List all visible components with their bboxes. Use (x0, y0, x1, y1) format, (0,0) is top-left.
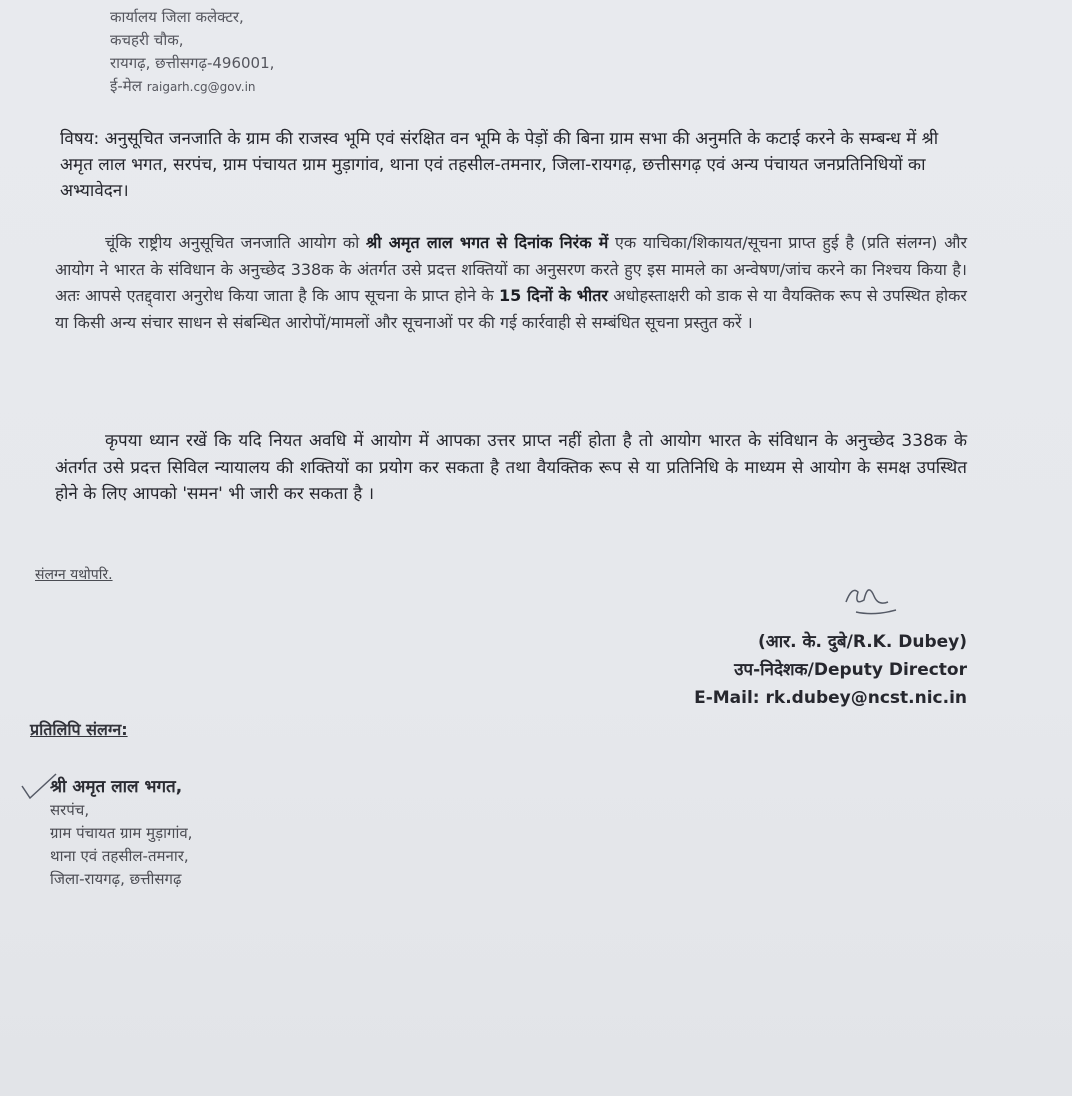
signatory-designation: उप-निदेशक/Deputy Director (734, 660, 967, 680)
signatory-email: E-Mail: rk.dubey@ncst.nic.in (694, 688, 967, 708)
enclosure-note: संलग्न यथोपरि. (35, 567, 113, 583)
email-label: ई-मेल (110, 77, 142, 95)
sender-address (110, 6, 274, 99)
bold-text: श्री अमृत लाल भगत से दिनांक निरंक में (366, 233, 609, 252)
signatory-block (694, 628, 967, 712)
text: कृपया ध्यान रखें कि यदि नियत अवधि में आयोग में आपका उत्तर प्राप्त नहीं होता है तो आयोग भारत के संविधान के अनुच्छेद 338क के अंतर्गत उसे प्रदत्त सिविल न्यायालय की शक्तियों का प्रयोग कर सकता है तथा वैयक्तिक रूप से या प्रतिनिधि के माध्यम से आयोग के समक्ष उपस्थित होने के लिए आपको 'समन' भी जारी कर सकता है । (55, 431, 967, 504)
signature-icon (838, 572, 908, 620)
text: चूंकि राष्ट्रीय अनुसूचित जनजाति आयोग को (105, 233, 367, 252)
copy-to-address (50, 776, 192, 891)
address-line: रायगढ़, छत्तीसगढ़-496001, (110, 54, 275, 72)
copy-to-name: श्री अमृत लाल भगत, (50, 777, 183, 797)
paragraph-2 (55, 428, 967, 508)
copy-to-heading: प्रतिलिपि संलग्न: (30, 720, 128, 739)
address-email: raigarh.cg@gov.in (146, 80, 256, 94)
text: एक याचिका/शिकायत/सूचना प्राप्त हुई है (प्रति संलग्न) और आयोग ने भारत के संविधान के अनुच्छेद 338क के अंतर्गत उसे प्रदत्त शक्तियों का अनुसरण करते हुए इस मामले का अन्वेषण/जांच करने का निश्चय किया है।अतः आपसे एतद्द्वारा अनुरोध किया जाता है कि आप सूचना के प्राप्त होने के (55, 233, 967, 305)
address-line: कार्यालय जिला कलेक्टर, (110, 8, 244, 26)
address-line: कचहरी चौक, (110, 31, 184, 49)
subject: विषय: अनुसूचित जनजाति के ग्राम की राजस्व भूमि एवं संरक्षित वन भूमि के पेड़ों की बिना ग्राम सभा की अनुमति के कटाई करने के सम्बन्ध में श्री अमृत लाल भगत, सरपंच, ग्राम पंचायत ग्राम मुड़ागांव, थाना एवं तहसील-तमनार, जिला-रायगढ़, छत्तीसगढ़ एवं अन्य पंचायत जनप्रतिनिधियों का अभ्यावेदन। (60, 129, 939, 201)
address-line: सरपंच, (50, 801, 90, 819)
address-line: जिला-रायगढ़, छत्तीसगढ़ (50, 870, 182, 888)
address-line: थाना एवं तहसील-तमनार, (50, 847, 189, 865)
text: अधोहस्ताक्षरी को डाक से या वैयक्तिक रूप से उपस्थित होकर या किसी अन्य संचार साधन से संबन्धित आरोपों/मामलों और सूचनाओं पर की गई कार्रवाही से सम्बंधित सूचना प्रस्तुत करें । (55, 286, 967, 332)
address-email-line (110, 75, 274, 99)
paragraph-1 (55, 230, 967, 336)
bold-text: 15 दिनों के भीतर (499, 286, 608, 305)
signatory-name: (आर. के. दुबे/R.K. Dubey) (757, 632, 967, 652)
address-line: ग्राम पंचायत ग्राम मुड़ागांव, (50, 824, 193, 842)
